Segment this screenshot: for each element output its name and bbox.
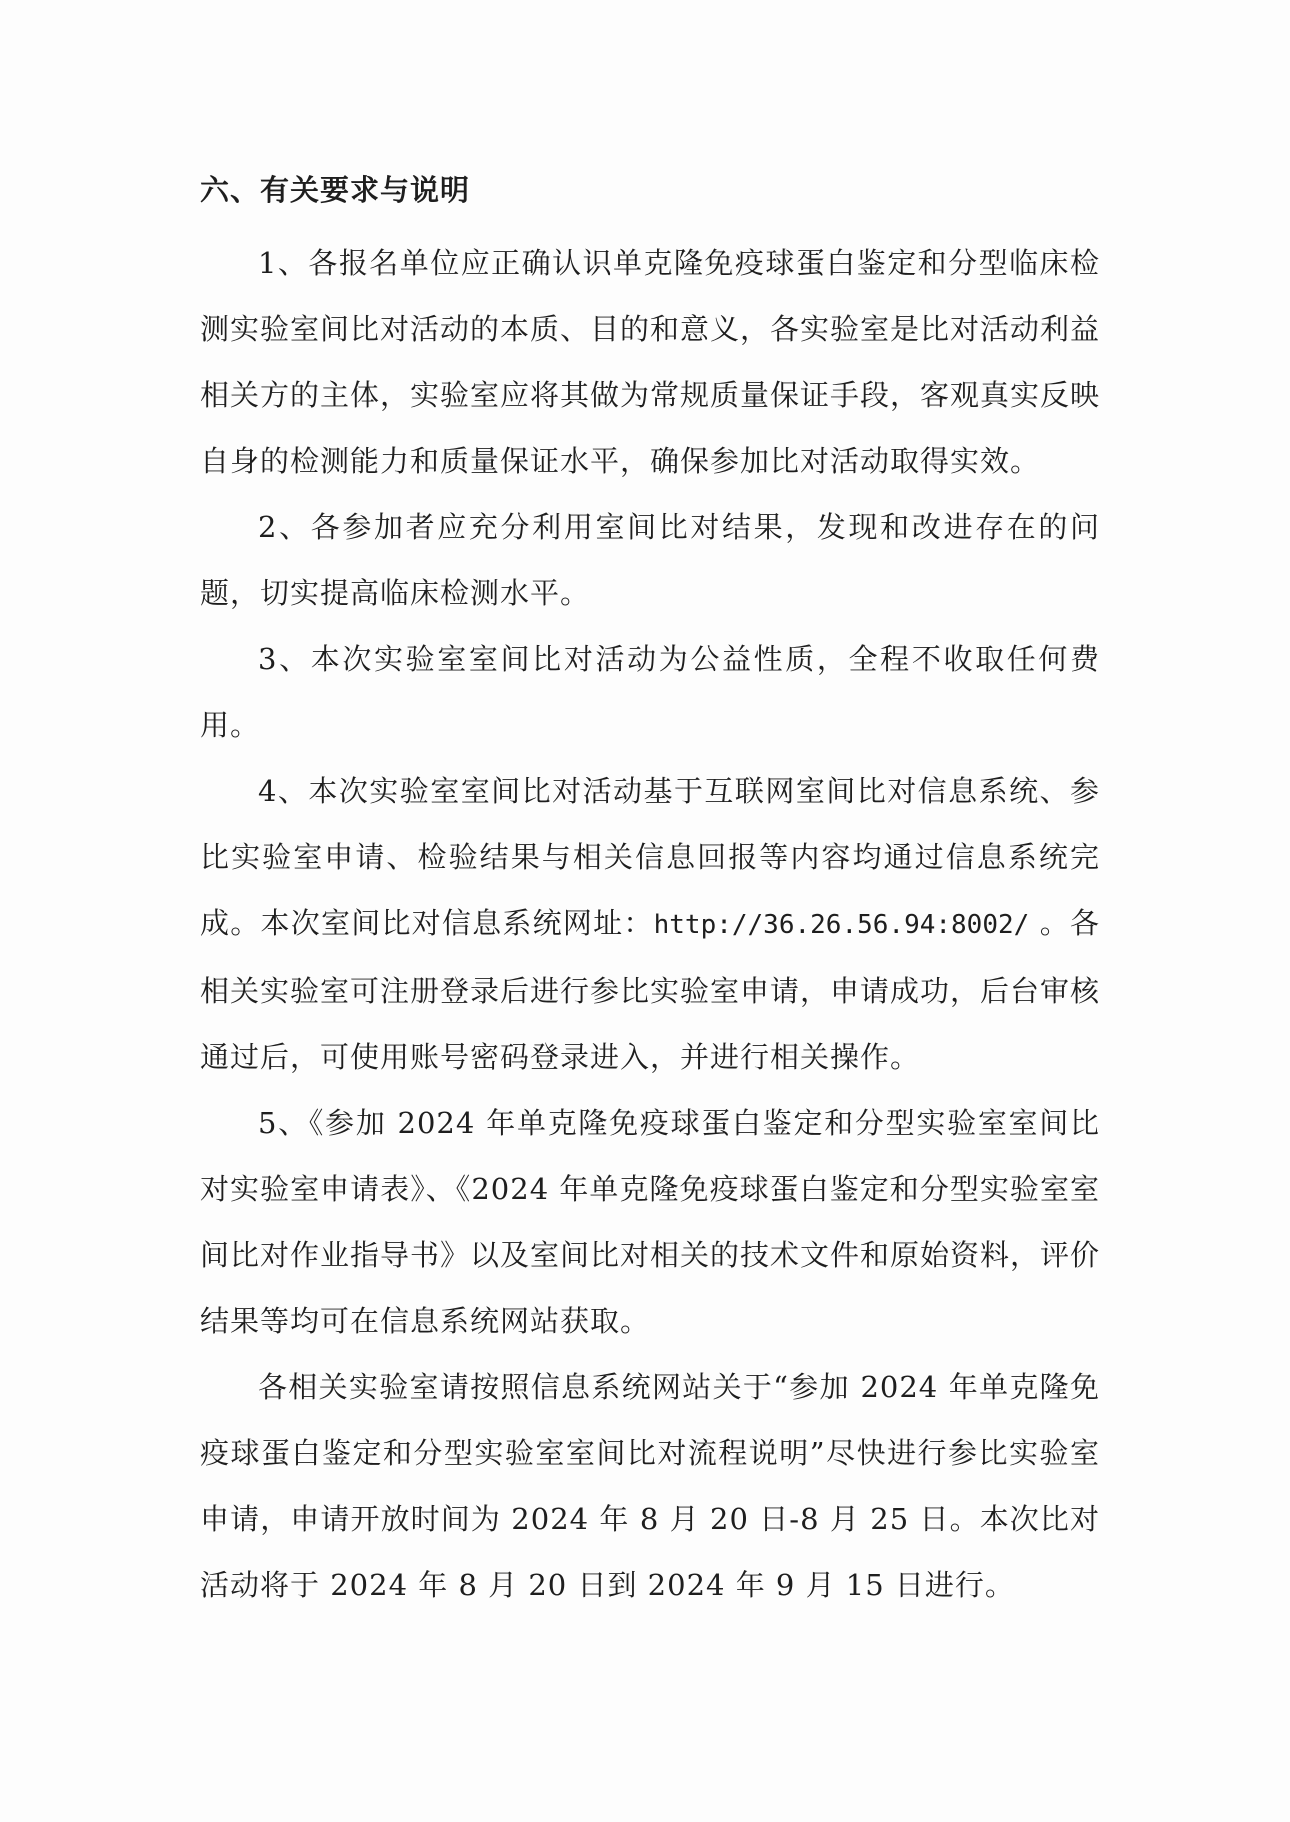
document-body — [200, 160, 1100, 1618]
paragraph-4-text-after-url: 。各相关实验室可注册登录后进行参比实验室申请，申请成功，后台审核通过后，可使用账号密码登录进入，并进行相关操作。 — [200, 906, 1101, 1074]
paragraph-5: 5、《参加 2024 年单克隆免疫球蛋白鉴定和分型实验室室间比对实验室申请表》、《2024 年单克隆免疫球蛋白鉴定和分型实验室室间比对作业指导书》以及室间比对相关的技术文件和原始资料，评价结果等均可在信息系统网站获取。 — [200, 1106, 1101, 1338]
paragraph-6: 各相关实验室请按照信息系统网站关于“参加 2024 年单克隆免疫球蛋白鉴定和分型实验室室间比对流程说明”尽快进行参比实验室申请，申请开放时间为 2024 年 8 月 20 日-8 月 25 日。本次比对活动将于 2024 年 8 月 20 日到 2024 年 9 月 15 日进行。 — [200, 1370, 1100, 1602]
paragraph-3: 3、本次实验室室间比对活动为公益性质，全程不收取任何费用。 — [200, 642, 1100, 742]
paragraph-4 — [200, 758, 1100, 1090]
paragraph-4-text-before-url: 4、本次实验室室间比对活动基于互联网室间比对信息系统、参比实验室申请、检验结果与相关信息回报等内容均通过信息系统完成。本次室间比对信息系统网址： — [200, 774, 1100, 940]
paragraph-2: 2、各参加者应充分利用室间比对结果，发现和改进存在的问题，切实提高临床检测水平。 — [200, 510, 1100, 610]
system-url-link[interactable]: http://36.26.56.94:8002/ — [653, 910, 1030, 940]
section-heading: 六、有关要求与说明 — [200, 173, 471, 207]
paragraph-1: 1、各报名单位应正确认识单克隆免疫球蛋白鉴定和分型临床检测实验室间比对活动的本质、目的和意义，各实验室是比对活动利益相关方的主体，实验室应将其做为常规质量保证手段，客观真实反映自身的检测能力和质量保证水平，确保参加比对活动取得实效。 — [200, 246, 1101, 478]
